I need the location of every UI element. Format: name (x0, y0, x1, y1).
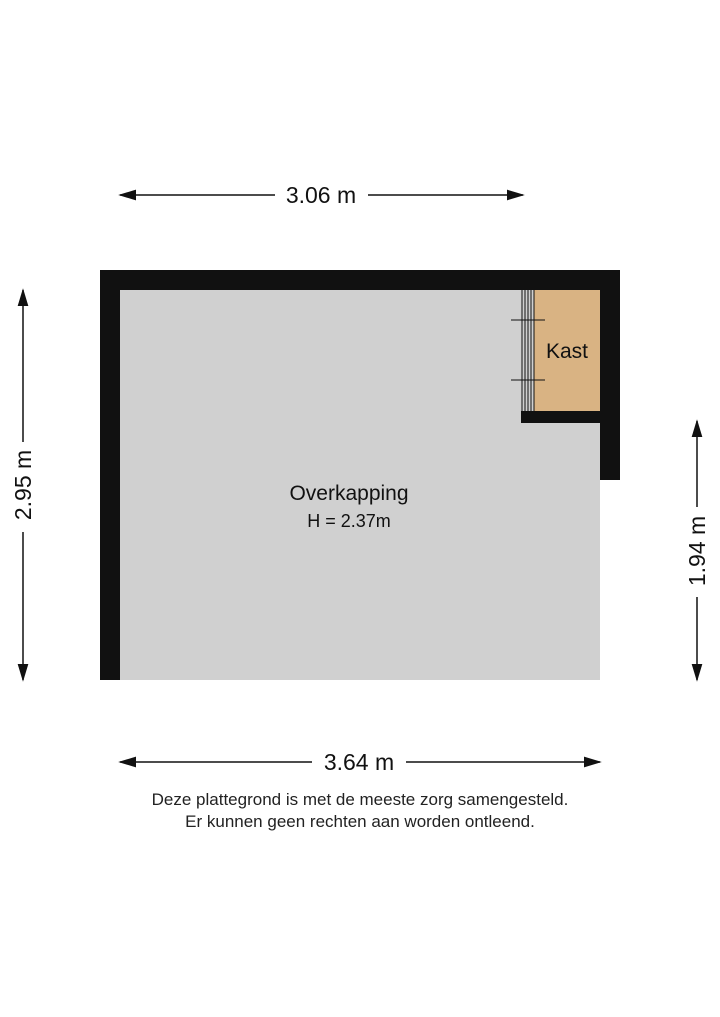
left-wall (100, 270, 120, 680)
disclaimer-line-2: Er kunnen geen rechten aan worden ontleend. (185, 812, 535, 831)
main-room-label: Overkapping (289, 482, 409, 505)
bottom-dimension-label: 3.64 m (323, 749, 395, 775)
disclaimer (0, 789, 720, 833)
right-wall (600, 270, 620, 480)
top-wall (100, 270, 620, 290)
left-dimension-label: 2.95 m (10, 449, 36, 521)
right-dimension-label: 1.94 m (684, 515, 710, 587)
top-dimension-label: 3.06 m (285, 182, 357, 208)
closet-label: Kast (545, 340, 589, 363)
disclaimer-line-1: Deze plattegrond is met de meeste zorg samengesteld. (151, 790, 569, 809)
main-room-height: H = 2.37m (307, 511, 391, 531)
closet-wall (521, 411, 600, 423)
